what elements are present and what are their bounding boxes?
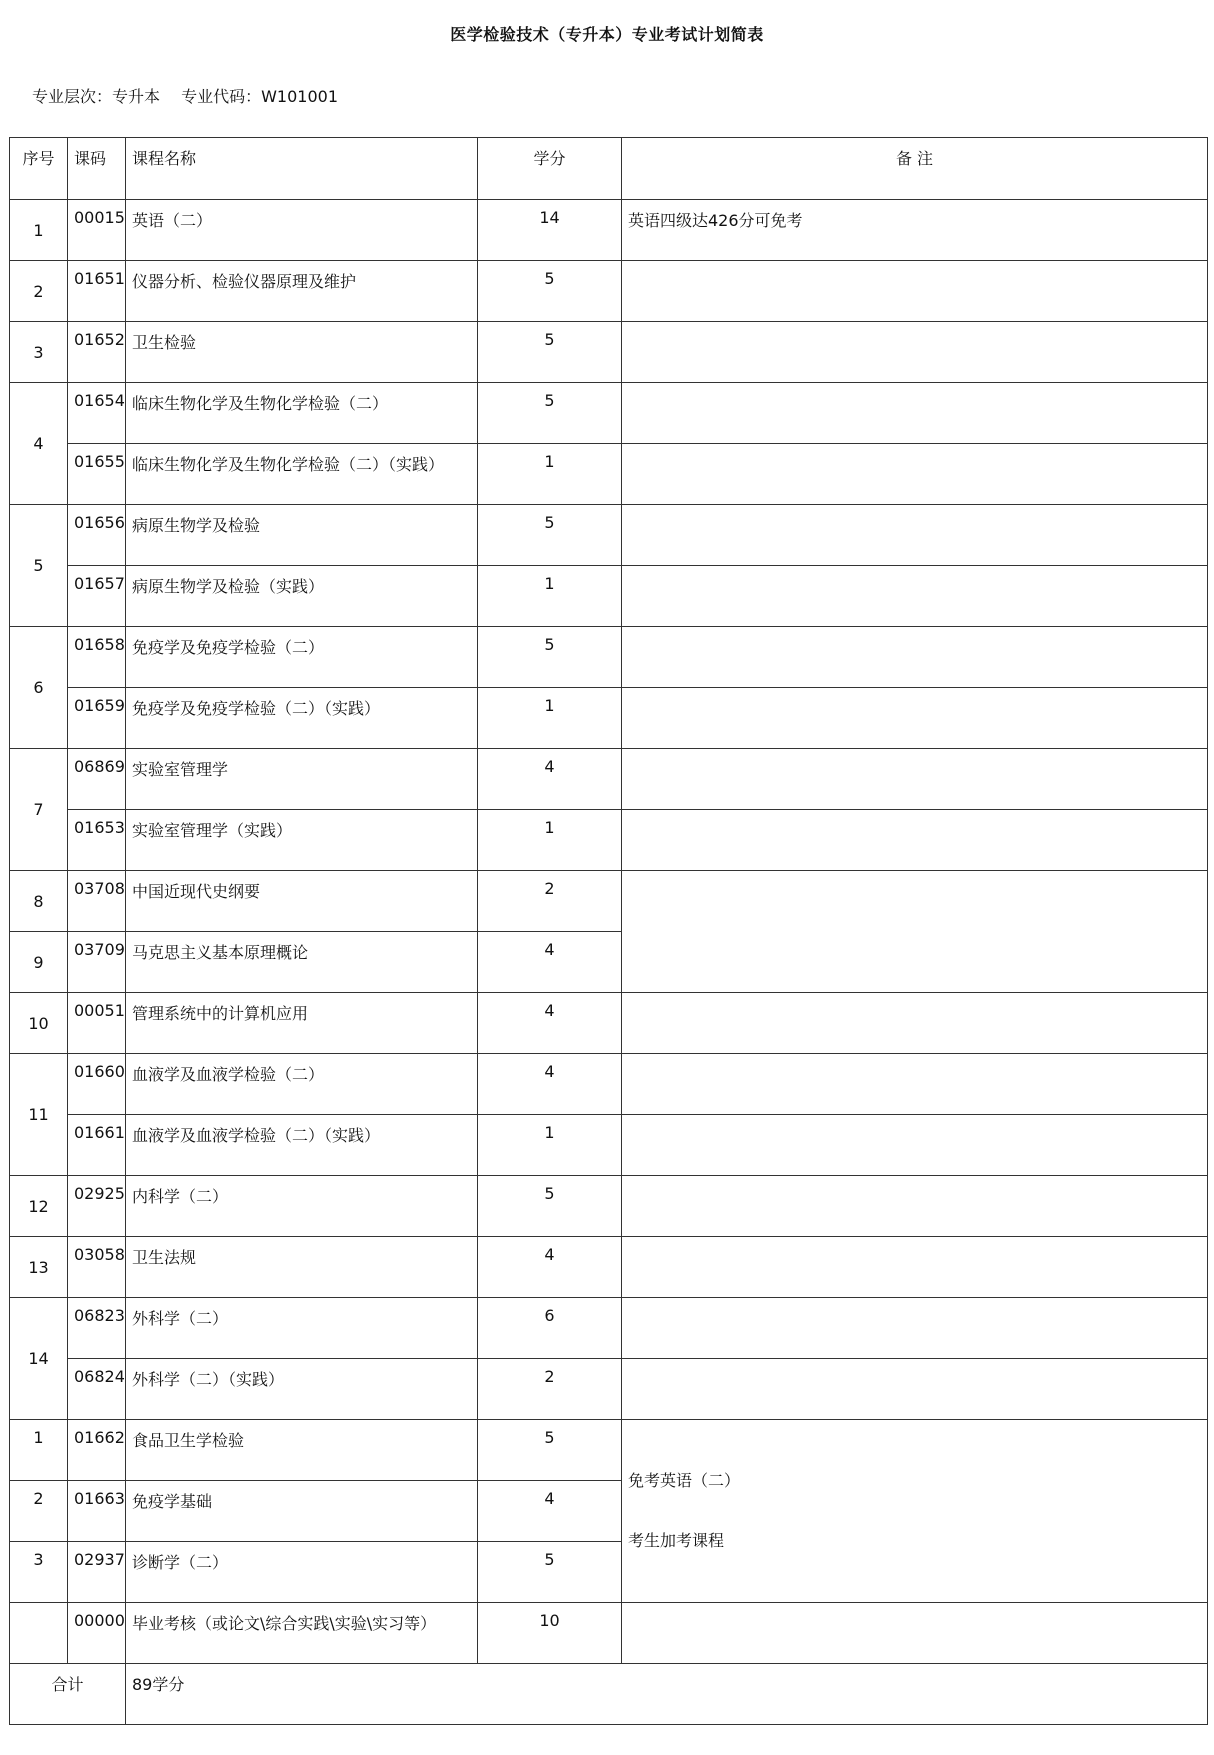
cell-name: 卫生检验 [126, 322, 478, 383]
header-code: 课码 [68, 138, 126, 200]
cell-credit: 5 [478, 1542, 622, 1603]
cell-name: 内科学（二） [126, 1176, 478, 1237]
cell-code: 01654 [68, 383, 126, 444]
extra-note-line2: 考生加考课程 [628, 1531, 725, 1550]
cell-code: 03708 [68, 871, 126, 932]
cell-credit: 4 [478, 932, 622, 993]
cell-code: 01657 [68, 566, 126, 627]
cell-name: 病原生物学及检验（实践） [126, 566, 478, 627]
cell-no: 13 [10, 1237, 68, 1298]
cell-code: 03058 [68, 1237, 126, 1298]
cell-no: 7 [10, 749, 68, 871]
cell-note [622, 688, 1208, 749]
cell-code: 01652 [68, 322, 126, 383]
cell-note [622, 383, 1208, 444]
cell-name: 病原生物学及检验 [126, 505, 478, 566]
cell-name: 管理系统中的计算机应用 [126, 993, 478, 1054]
cell-code: 01658 [68, 627, 126, 688]
total-row [10, 1664, 1208, 1725]
cell-credit: 4 [478, 749, 622, 810]
table-row [10, 1359, 1208, 1420]
cell-no: 5 [10, 505, 68, 627]
cell-note [622, 1237, 1208, 1298]
cell-name: 血液学及血液学检验（二）（实践） [126, 1115, 478, 1176]
cell-code: 01663 [68, 1481, 126, 1542]
table-row [10, 810, 1208, 871]
cell-no: 1 [10, 200, 68, 261]
cell-credit: 1 [478, 444, 622, 505]
cell-credit: 4 [478, 1054, 622, 1115]
cell-name: 外科学（二）（实践） [126, 1359, 478, 1420]
cell-credit: 4 [478, 1481, 622, 1542]
cell-credit: 1 [478, 566, 622, 627]
cell-no [10, 1603, 68, 1664]
cell-no: 11 [10, 1054, 68, 1176]
cell-credit: 5 [478, 1420, 622, 1481]
cell-no: 1 [10, 1420, 68, 1481]
cell-name: 实验室管理学（实践） [126, 810, 478, 871]
total-value: 89学分 [126, 1664, 1208, 1725]
cell-name: 临床生物化学及生物化学检验（二） [126, 383, 478, 444]
cell-code: 00051 [68, 993, 126, 1054]
cell-no: 2 [10, 1481, 68, 1542]
cell-credit: 1 [478, 810, 622, 871]
table-row [10, 1298, 1208, 1359]
cell-name: 中国近现代史纲要 [126, 871, 478, 932]
header-credit: 学分 [478, 138, 622, 200]
cell-credit: 14 [478, 200, 622, 261]
table-row [10, 383, 1208, 444]
cell-code: 01656 [68, 505, 126, 566]
cell-credit: 5 [478, 322, 622, 383]
cell-credit: 5 [478, 1176, 622, 1237]
cell-code: 01659 [68, 688, 126, 749]
table-row [10, 1054, 1208, 1115]
major-code: 专业代码：W101001 [181, 87, 339, 106]
cell-note [622, 627, 1208, 688]
cell-name: 免疫学及免疫学检验（二）（实践） [126, 688, 478, 749]
table-row [10, 1603, 1208, 1664]
major-meta [32, 84, 354, 107]
cell-no: 10 [10, 993, 68, 1054]
extra-note-line1: 免考英语（二） [628, 1471, 741, 1490]
cell-no: 4 [10, 383, 68, 505]
cell-name: 外科学（二） [126, 1298, 478, 1359]
cell-code: 01662 [68, 1420, 126, 1481]
cell-name: 免疫学基础 [126, 1481, 478, 1542]
cell-code: 01653 [68, 810, 126, 871]
cell-name: 卫生法规 [126, 1237, 478, 1298]
cell-code: 00015 [68, 200, 126, 261]
cell-credit: 4 [478, 993, 622, 1054]
cell-name: 免疫学及免疫学检验（二） [126, 627, 478, 688]
cell-name: 马克思主义基本原理概论 [126, 932, 478, 993]
table-row [10, 993, 1208, 1054]
table-row [10, 871, 1208, 932]
cell-code: 01660 [68, 1054, 126, 1115]
cell-note [622, 322, 1208, 383]
cell-no: 8 [10, 871, 68, 932]
cell-no: 3 [10, 322, 68, 383]
cell-note [622, 1603, 1208, 1664]
cell-no: 9 [10, 932, 68, 993]
cell-note [622, 566, 1208, 627]
cell-credit: 10 [478, 1603, 622, 1664]
table-row [10, 627, 1208, 688]
cell-code: 03709 [68, 932, 126, 993]
table-row [10, 261, 1208, 322]
table-row [10, 1420, 1208, 1481]
table-row [10, 322, 1208, 383]
cell-credit: 2 [478, 1359, 622, 1420]
cell-code: 06869 [68, 749, 126, 810]
cell-name: 实验室管理学 [126, 749, 478, 810]
page-title: 医学检验技术（专升本）专业考试计划简表 [450, 25, 764, 44]
cell-note [622, 993, 1208, 1054]
cell-credit: 1 [478, 1115, 622, 1176]
cell-name: 临床生物化学及生物化学检验（二）（实践） [126, 444, 478, 505]
cell-code: 00000 [68, 1603, 126, 1664]
cell-credit: 5 [478, 505, 622, 566]
cell-credit: 5 [478, 261, 622, 322]
header-name: 课程名称 [126, 138, 478, 200]
cell-note [622, 1054, 1208, 1115]
cell-no: 3 [10, 1542, 68, 1603]
table-row [10, 1176, 1208, 1237]
cell-code: 01661 [68, 1115, 126, 1176]
cell-code: 01651 [68, 261, 126, 322]
cell-no: 6 [10, 627, 68, 749]
cell-credit: 2 [478, 871, 622, 932]
cell-name: 英语（二） [126, 200, 478, 261]
cell-credit: 5 [478, 383, 622, 444]
cell-note [622, 749, 1208, 810]
cell-note [622, 261, 1208, 322]
table-row [10, 688, 1208, 749]
table-row [10, 566, 1208, 627]
cell-no: 2 [10, 261, 68, 322]
table-row [10, 505, 1208, 566]
cell-name: 食品卫生学检验 [126, 1420, 478, 1481]
table-row [10, 1237, 1208, 1298]
cell-note [622, 1115, 1208, 1176]
cell-credit: 5 [478, 627, 622, 688]
table-row [10, 444, 1208, 505]
table-header-row [10, 138, 1208, 200]
cell-name: 毕业考核（或论文\综合实践\实验\实习等） [126, 1603, 478, 1664]
cell-no: 14 [10, 1298, 68, 1420]
cell-note [622, 444, 1208, 505]
cell-note [622, 1298, 1208, 1359]
total-label: 合计 [10, 1664, 126, 1725]
cell-credit: 1 [478, 688, 622, 749]
table-row [10, 749, 1208, 810]
cell-code: 02937 [68, 1542, 126, 1603]
exam-plan-table [9, 137, 1208, 1725]
cell-credit: 4 [478, 1237, 622, 1298]
cell-credit: 6 [478, 1298, 622, 1359]
cell-no: 12 [10, 1176, 68, 1237]
table-row [10, 200, 1208, 261]
cell-note [622, 1176, 1208, 1237]
cell-name: 血液学及血液学检验（二） [126, 1054, 478, 1115]
cell-note [622, 1359, 1208, 1420]
extra-course-note [622, 1420, 1208, 1603]
header-note: 备 注 [622, 138, 1208, 200]
cell-note [622, 505, 1208, 566]
cell-name: 仪器分析、检验仪器原理及维护 [126, 261, 478, 322]
cell-note [622, 871, 1208, 993]
cell-code: 06823 [68, 1298, 126, 1359]
cell-note [622, 810, 1208, 871]
cell-name: 诊断学（二） [126, 1542, 478, 1603]
cell-code: 01655 [68, 444, 126, 505]
major-level: 专业层次：专升本 [32, 87, 161, 106]
cell-code: 06824 [68, 1359, 126, 1420]
cell-code: 02925 [68, 1176, 126, 1237]
table-row [10, 1115, 1208, 1176]
cell-note: 英语四级达426分可免考 [622, 200, 1208, 261]
header-no: 序号 [10, 138, 68, 200]
